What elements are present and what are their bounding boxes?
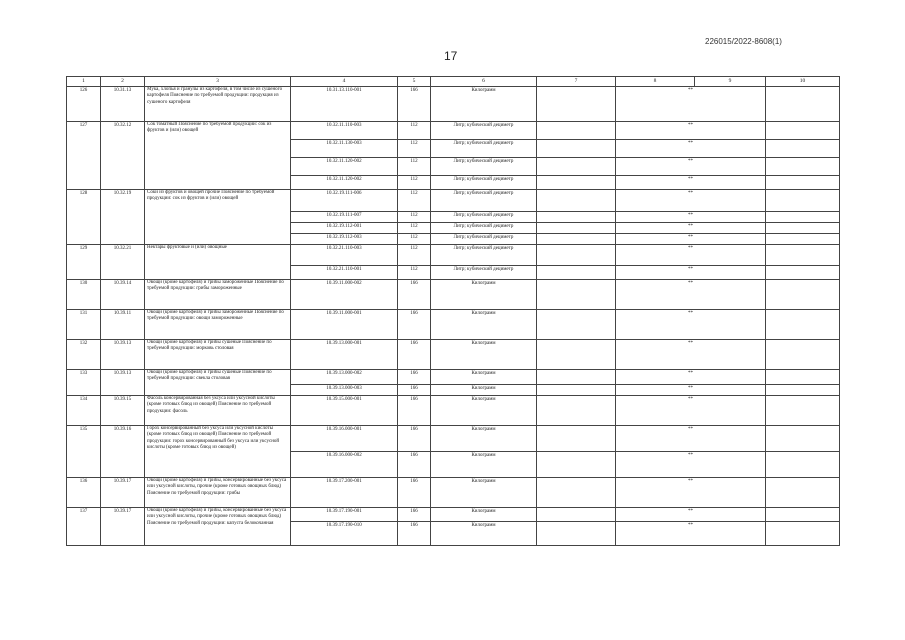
ktru-code: 10.39.17.190-010 bbox=[291, 522, 398, 546]
unit-name: Килограмм bbox=[431, 280, 537, 310]
ktru-code: 10.32.11.110-003 bbox=[291, 122, 398, 140]
cell-col-7 bbox=[537, 140, 616, 158]
marker-cell: ** bbox=[616, 478, 766, 508]
product-name: Фасоль консервированная без уксуса или уксусной кислоты (кроме готовых блюд из овощей) Пояснение по требуемой продукции: фасоль bbox=[145, 396, 291, 426]
unit-name: Килограмм bbox=[431, 310, 537, 340]
marker-cell: ** bbox=[616, 310, 766, 340]
ktru-code: 10.32.19.111-007 bbox=[291, 212, 398, 223]
unit-name: Килограмм bbox=[431, 385, 537, 396]
unit-name: Литр; кубический дециметр bbox=[431, 212, 537, 223]
cell-col-7 bbox=[537, 223, 616, 234]
cell-col-7 bbox=[537, 190, 616, 212]
column-number-8: 8 bbox=[616, 77, 695, 87]
product-name: Соки из фруктов и овощей прочие Пояснение по требуемой продукции: сок из фруктов и (или) овощей bbox=[145, 190, 291, 245]
table-row bbox=[67, 87, 840, 122]
cell-col-10 bbox=[766, 212, 840, 223]
cell-col-7 bbox=[537, 176, 616, 190]
unit-code: 112 bbox=[398, 234, 431, 245]
cell-col-7 bbox=[537, 212, 616, 223]
table-row bbox=[67, 310, 840, 340]
marker-cell: ** bbox=[616, 140, 766, 158]
okpd2-code: 10.39.11 bbox=[101, 310, 145, 340]
unit-name: Литр; кубический дециметр bbox=[431, 158, 537, 176]
cell-col-7 bbox=[537, 478, 616, 508]
table-row bbox=[67, 396, 840, 426]
cell-col-10 bbox=[766, 370, 840, 385]
ktru-code: 10.32.19.112-001 bbox=[291, 223, 398, 234]
unit-name: Литр; кубический дециметр bbox=[431, 266, 537, 280]
marker-cell: ** bbox=[616, 340, 766, 370]
unit-code: 112 bbox=[398, 266, 431, 280]
cell-col-10 bbox=[766, 158, 840, 176]
column-number-7: 7 bbox=[537, 77, 616, 87]
cell-col-10 bbox=[766, 522, 840, 546]
product-name: Горох консервированный без уксуса или уксусной кислоты (кроме готовых блюд из овощей) Пояснение по требуемой продукции: горох консервированный без уксуса или уксусной кислоты (кроме готовых блюд из овощей) bbox=[145, 426, 291, 478]
unit-name: Килограмм bbox=[431, 370, 537, 385]
unit-code: 166 bbox=[398, 87, 431, 122]
unit-code: 166 bbox=[398, 396, 431, 426]
unit-code: 166 bbox=[398, 280, 431, 310]
document-id: 226015/2022-8608(1) bbox=[705, 37, 782, 46]
row-number: 128 bbox=[67, 190, 101, 245]
marker-cell: ** bbox=[616, 266, 766, 280]
cell-col-10 bbox=[766, 508, 840, 522]
column-number-2: 2 bbox=[101, 77, 145, 87]
product-name: Мука, хлопья и гранулы из картофеля, в том числе из сушеного картофеля Пояснение по требуемой продукции: продукция из сушеного картофеля bbox=[145, 87, 291, 122]
marker-cell: ** bbox=[616, 122, 766, 140]
cell-col-7 bbox=[537, 245, 616, 266]
okpd2-code: 10.39.17 bbox=[101, 508, 145, 546]
column-number-6: 6 bbox=[431, 77, 537, 87]
marker-cell: ** bbox=[616, 370, 766, 385]
okpd2-code: 10.39.13 bbox=[101, 370, 145, 396]
okpd2-code: 10.39.17 bbox=[101, 478, 145, 508]
unit-code: 166 bbox=[398, 478, 431, 508]
okpd2-code: 10.32.21 bbox=[101, 245, 145, 280]
ktru-code: 10.39.16.000-001 bbox=[291, 426, 398, 452]
cell-col-7 bbox=[537, 158, 616, 176]
table-row bbox=[67, 280, 840, 310]
cell-col-10 bbox=[766, 396, 840, 426]
ktru-code: 10.39.15.000-001 bbox=[291, 396, 398, 426]
row-number: 137 bbox=[67, 508, 101, 546]
cell-col-7 bbox=[537, 87, 616, 122]
cell-col-7 bbox=[537, 340, 616, 370]
okpd2-code: 10.39.14 bbox=[101, 280, 145, 310]
unit-name: Литр; кубический дециметр bbox=[431, 190, 537, 212]
cell-col-10 bbox=[766, 310, 840, 340]
cell-col-10 bbox=[766, 340, 840, 370]
row-number: 127 bbox=[67, 122, 101, 190]
column-number-row bbox=[67, 77, 840, 87]
marker-cell: ** bbox=[616, 223, 766, 234]
cell-col-10 bbox=[766, 176, 840, 190]
ktru-code: 10.32.11.130-003 bbox=[291, 140, 398, 158]
cell-col-7 bbox=[537, 385, 616, 396]
product-name: Овощи (кроме картофеля) и грибы, консервированные без уксуса или уксусной кислоты, прочие (кроме готовых овощных блюд) Пояснение по требуемой продукции: грибы bbox=[145, 478, 291, 508]
unit-code: 166 bbox=[398, 370, 431, 385]
unit-name: Килограмм bbox=[431, 426, 537, 452]
cell-col-7 bbox=[537, 122, 616, 140]
product-name: Овощи (кроме картофеля) и грибы замороженные Пояснение по требуемой продукции: овощи замороженные bbox=[145, 310, 291, 340]
unit-name: Килограмм bbox=[431, 522, 537, 546]
column-number-4: 4 bbox=[291, 77, 398, 87]
cell-col-7 bbox=[537, 266, 616, 280]
okpd2-code: 10.31.13 bbox=[101, 87, 145, 122]
ktru-code: 10.39.17.190-001 bbox=[291, 508, 398, 522]
cell-col-7 bbox=[537, 234, 616, 245]
marker-cell: ** bbox=[616, 396, 766, 426]
column-number-3: 3 bbox=[145, 77, 291, 87]
unit-code: 112 bbox=[398, 122, 431, 140]
unit-name: Литр; кубический дециметр bbox=[431, 176, 537, 190]
unit-code: 166 bbox=[398, 522, 431, 546]
column-number-9: 9 bbox=[695, 77, 766, 87]
marker-cell: ** bbox=[616, 176, 766, 190]
marker-cell: ** bbox=[616, 190, 766, 212]
unit-name: Литр; кубический дециметр bbox=[431, 122, 537, 140]
unit-code: 112 bbox=[398, 140, 431, 158]
cell-col-10 bbox=[766, 140, 840, 158]
marker-cell: ** bbox=[616, 280, 766, 310]
okpd2-code: 10.39.13 bbox=[101, 340, 145, 370]
cell-col-10 bbox=[766, 190, 840, 212]
marker-cell: ** bbox=[616, 426, 766, 452]
ktru-code: 10.39.11.000-002 bbox=[291, 280, 398, 310]
unit-name: Килограмм bbox=[431, 452, 537, 478]
unit-code: 166 bbox=[398, 385, 431, 396]
products-table bbox=[66, 76, 840, 546]
unit-code: 112 bbox=[398, 212, 431, 223]
unit-code: 112 bbox=[398, 223, 431, 234]
cell-col-10 bbox=[766, 223, 840, 234]
unit-name: Килограмм bbox=[431, 508, 537, 522]
unit-name: Килограмм bbox=[431, 340, 537, 370]
unit-name: Килограмм bbox=[431, 396, 537, 426]
table-row bbox=[67, 122, 840, 140]
unit-code: 112 bbox=[398, 245, 431, 266]
column-number-5: 5 bbox=[398, 77, 431, 87]
product-name: Овощи (кроме картофеля) и грибы замороженные Пояснение по требуемой продукции: грибы замороженные bbox=[145, 280, 291, 310]
cell-col-7 bbox=[537, 396, 616, 426]
cell-col-10 bbox=[766, 234, 840, 245]
column-number-10: 10 bbox=[766, 77, 840, 87]
product-name: Сок томатный Пояснение по требуемой продукции: сок из фруктов и (или) овощей bbox=[145, 122, 291, 190]
row-number: 132 bbox=[67, 340, 101, 370]
ktru-code: 10.39.17.200-001 bbox=[291, 478, 398, 508]
unit-code: 112 bbox=[398, 176, 431, 190]
unit-code: 166 bbox=[398, 310, 431, 340]
marker-cell: ** bbox=[616, 234, 766, 245]
cell-col-10 bbox=[766, 266, 840, 280]
ktru-code: 10.39.11.000-001 bbox=[291, 310, 398, 340]
cell-col-10 bbox=[766, 280, 840, 310]
cell-col-10 bbox=[766, 122, 840, 140]
row-number: 135 bbox=[67, 426, 101, 478]
ktru-code: 10.39.16.000-002 bbox=[291, 452, 398, 478]
ktru-code: 10.32.11.120-002 bbox=[291, 158, 398, 176]
unit-name: Литр; кубический дециметр bbox=[431, 245, 537, 266]
table-row bbox=[67, 478, 840, 508]
column-number-1: 1 bbox=[67, 77, 101, 87]
table-row bbox=[67, 245, 840, 266]
unit-code: 166 bbox=[398, 508, 431, 522]
unit-name: Килограмм bbox=[431, 478, 537, 508]
okpd2-code: 10.32.19 bbox=[101, 190, 145, 245]
okpd2-code: 10.32.12 bbox=[101, 122, 145, 190]
unit-name: Килограмм bbox=[431, 87, 537, 122]
marker-cell: ** bbox=[616, 452, 766, 478]
table-row bbox=[67, 370, 840, 385]
cell-col-7 bbox=[537, 452, 616, 478]
ktru-code: 10.31.13.110-001 bbox=[291, 87, 398, 122]
cell-col-10 bbox=[766, 426, 840, 452]
product-name: Овощи (кроме картофеля) и грибы сушеные Пояснение по требуемой продукции: свекла столовая bbox=[145, 370, 291, 396]
unit-code: 166 bbox=[398, 452, 431, 478]
row-number: 134 bbox=[67, 396, 101, 426]
product-name: Овощи (кроме картофеля) и грибы, консервированные без уксуса или уксусной кислоты, прочие (кроме готовых овощных блюд) Пояснение по требуемой продукции: капуста белокочанная bbox=[145, 508, 291, 546]
unit-code: 166 bbox=[398, 340, 431, 370]
unit-code: 112 bbox=[398, 158, 431, 176]
okpd2-code: 10.39.15 bbox=[101, 396, 145, 426]
ktru-code: 10.39.13.000-003 bbox=[291, 385, 398, 396]
ktru-code: 10.32.19.112-003 bbox=[291, 234, 398, 245]
unit-code: 166 bbox=[398, 426, 431, 452]
marker-cell: ** bbox=[616, 158, 766, 176]
marker-cell: ** bbox=[616, 508, 766, 522]
unit-name: Литр; кубический дециметр bbox=[431, 234, 537, 245]
ktru-code: 10.32.11.120-002 bbox=[291, 176, 398, 190]
cell-col-7 bbox=[537, 522, 616, 546]
product-name: Нектары фруктовые и (или) овощные bbox=[145, 245, 291, 280]
table-row bbox=[67, 426, 840, 452]
row-number: 136 bbox=[67, 478, 101, 508]
cell-col-10 bbox=[766, 452, 840, 478]
marker-cell: ** bbox=[616, 212, 766, 223]
unit-name: Литр; кубический дециметр bbox=[431, 140, 537, 158]
table-row bbox=[67, 340, 840, 370]
cell-col-7 bbox=[537, 508, 616, 522]
cell-col-10 bbox=[766, 385, 840, 396]
ktru-code: 10.32.19.111-006 bbox=[291, 190, 398, 212]
ktru-code: 10.32.21.110-003 bbox=[291, 245, 398, 266]
cell-col-7 bbox=[537, 280, 616, 310]
cell-col-10 bbox=[766, 478, 840, 508]
row-number: 131 bbox=[67, 310, 101, 340]
okpd2-code: 10.39.16 bbox=[101, 426, 145, 478]
ktru-code: 10.39.13.000-001 bbox=[291, 340, 398, 370]
table-row bbox=[67, 190, 840, 212]
marker-cell: ** bbox=[616, 385, 766, 396]
cell-col-10 bbox=[766, 87, 840, 122]
row-number: 130 bbox=[67, 280, 101, 310]
row-number: 133 bbox=[67, 370, 101, 396]
cell-col-7 bbox=[537, 370, 616, 385]
ktru-code: 10.39.13.000-002 bbox=[291, 370, 398, 385]
cell-col-7 bbox=[537, 310, 616, 340]
marker-cell: ** bbox=[616, 245, 766, 266]
page-number: 17 bbox=[444, 49, 458, 63]
cell-col-10 bbox=[766, 245, 840, 266]
table-row bbox=[67, 508, 840, 522]
ktru-code: 10.32.21.110-001 bbox=[291, 266, 398, 280]
marker-cell: ** bbox=[616, 87, 766, 122]
product-name: Овощи (кроме картофеля) и грибы сушеные Пояснение по требуемой продукции: морковь столовая bbox=[145, 340, 291, 370]
marker-cell: ** bbox=[616, 522, 766, 546]
row-number: 126 bbox=[67, 87, 101, 122]
unit-code: 112 bbox=[398, 190, 431, 212]
row-number: 129 bbox=[67, 245, 101, 280]
cell-col-7 bbox=[537, 426, 616, 452]
unit-name: Литр; кубический дециметр bbox=[431, 223, 537, 234]
